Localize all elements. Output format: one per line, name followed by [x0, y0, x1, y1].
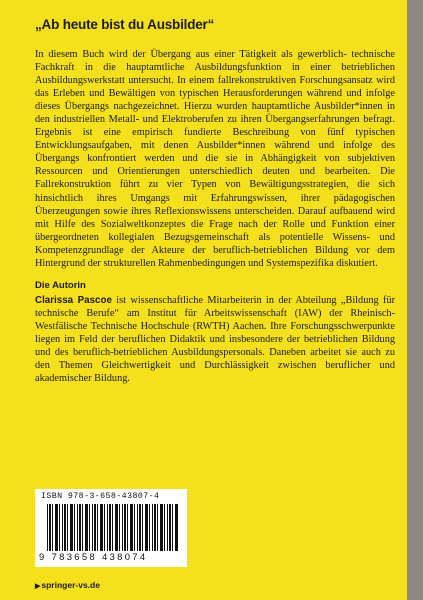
author-name: Clarissa Pascoe — [35, 294, 112, 306]
publisher-link[interactable] — [35, 580, 100, 590]
book-title-heading: „Ab heute bist du Ausbilder“ — [35, 17, 215, 32]
barcode-digits: 9 783658 438074 — [39, 552, 148, 563]
back-cover-content — [35, 17, 395, 385]
author-bio-text: ist wissenschaftliche Mitarbeiterin in der Abteilung „Bildung für technische Berufe“ am Institut für Arbeitswissenschaft (IAW) der Rheinisch-Westfälische Technische Hochschule (RWTH) Aachen. Ihre Forschungsschwerpunkte liegen im Feld der beruflichen Didaktik und insbesondere der betrieblichen Bildung und des beruflich-betrieblichen Ausbildungspersonals. Daneben arbeitet sie auch zu den Themen Gleichwertigkeit und Durchlässigkeit zwischen beruflicher und akademischer Bildung. — [35, 294, 395, 385]
author-bio — [35, 294, 395, 385]
isbn-barcode-box — [35, 489, 187, 567]
author-section-heading: Die Autorin — [35, 279, 86, 291]
publisher-url: springer-vs.de — [41, 580, 100, 590]
arrow-icon: ▶ — [35, 583, 41, 590]
isbn-label: ISBN 978-3-658-43807-4 — [41, 492, 160, 501]
spine-edge-bar — [407, 0, 423, 600]
barcode-bars — [47, 504, 179, 551]
book-description: In diesem Buch wird der Übergang aus einer Tätigkeit als gewerblich- technische Fachkraft in die hauptamtliche Ausbildungsfunktion in einer betrieblichen Ausbildungswerkstatt untersucht. In einem fallrekonstruktiven Forschungsansatz wird das Erleben und Bewältigen von typischen Herausforderungen während und infolge dieses Übergangs nachgezeichnet. Hierzu wurden hauptamtliche Ausbilder*innen in den industriellen Metall- und Elektroberufen zu ihren Übergangserfahrungen befragt. Ergebnis ist eine empirisch fundierte Beschreibung von fünf typischen Entwicklungsaufgaben, mit denen Ausbilder*innen während und infolge des Übergangs konfrontiert werden und die sie in Abhängigkeit von subjektiven Ressourcen und Orientierungen unterschiedlich deuten und bearbeiten. Die Fallrekonstruktion führt zu vier Typen von Bewältigungsstrategien, die sich hinsichtlich ihres Umgangs mit Erfahrungswissen, ihrer pädagogischen Überzeugungen sowie ihres Reflexionswissens unterscheiden. Darauf aufbauend wird mit Hilfe des Sozialweltkonzeptes die Frage nach der Rolle und Funktion einer übergeordneten kollegialen Bezugsgemeinschaft als potentielle Wissens- und Kompetenzgrundlage der Akteure der beruflich-betrieblichen Bildung vor dem Hintergrund der strukturellen Rahmenbedingungen und Systemspezifika diskutiert. — [35, 49, 395, 269]
